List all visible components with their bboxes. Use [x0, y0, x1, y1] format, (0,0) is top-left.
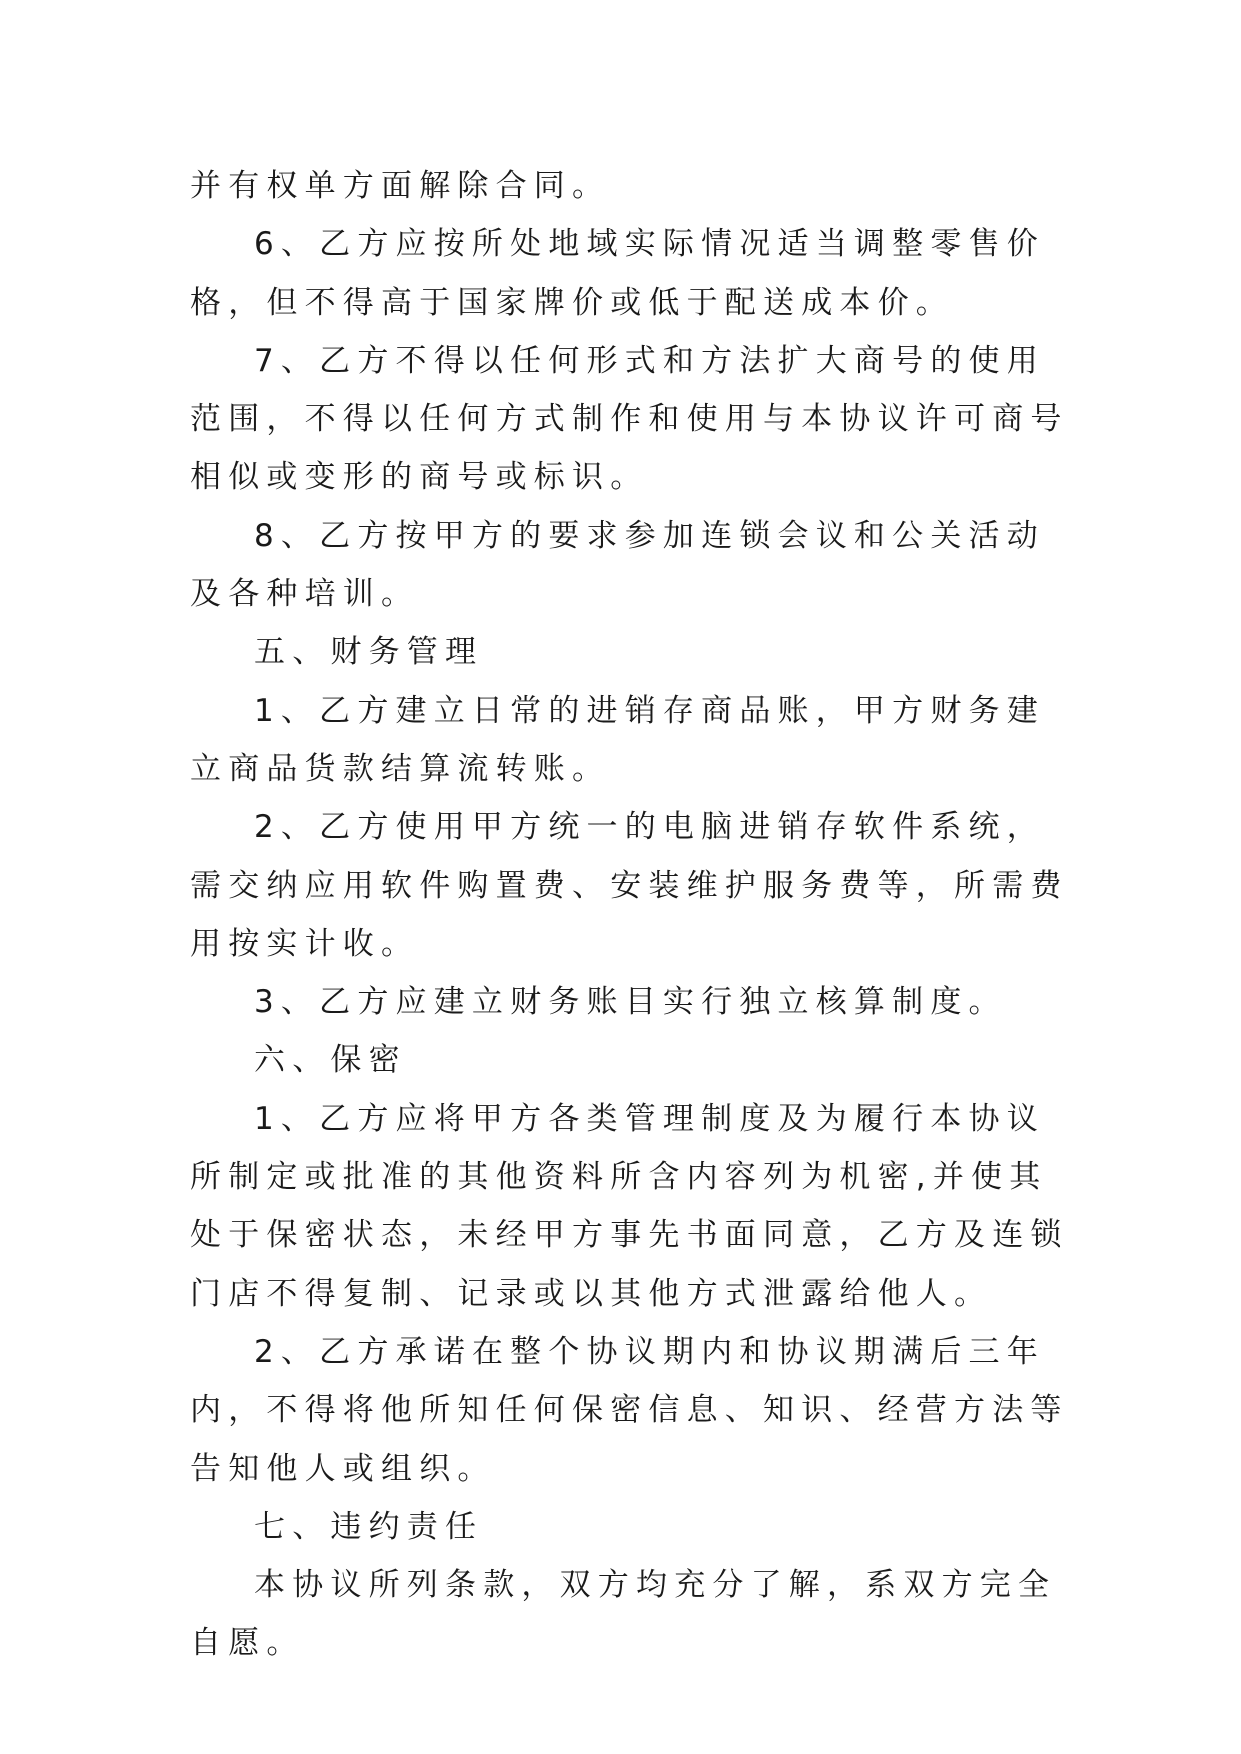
paragraph-finance-3-accounting: 3、乙方应建立财务账目实行独立核算制度。	[254, 984, 1007, 1021]
paragraph-finance-1-ledger: 1、乙方建立日常的进销存商品账，甲方财务建立商品货款结算流转账。	[190, 692, 1045, 787]
paragraph-clause-6-retail-price: 6、乙方应按所处地域实际情况适当调整零售价格，但不得高于国家牌价或低于配送成本价。	[190, 226, 1045, 321]
paragraph-clause-8-training: 8、乙方按甲方的要求参加连锁会议和公关活动及各种培训。	[190, 517, 1045, 613]
paragraph-liability-voluntary: 本协议所列条款，双方均充分了解，系双方完全自愿。	[190, 1567, 1057, 1662]
document-body	[190, 157, 1070, 1673]
paragraph-contract-termination: 并有权单方面解除合同。	[190, 168, 611, 204]
section-heading-finance: 五、财务管理	[254, 634, 484, 671]
paragraph-clause-7-trade-name: 7、乙方不得以任何形式和方法扩大商号的使用范围，不得以任何方式制作和使用与本协议许可商号相似或变形的商号或标识。	[190, 342, 1069, 496]
section-heading-liability: 七、违约责任	[254, 1508, 484, 1545]
paragraph-confidentiality-2: 2、乙方承诺在整个协议期内和协议期满后三年内，不得将他所知任何保密信息、知识、经营方法等告知他人或组织。	[190, 1333, 1069, 1487]
section-heading-confidentiality: 六、保密	[254, 1042, 407, 1079]
paragraph-finance-2-software: 2、乙方使用甲方统一的电脑进销存软件系统，需交纳应用软件购置费、安装维护服务费等，所需费用按实计收。	[190, 809, 1069, 962]
paragraph-confidentiality-1: 1、乙方应将甲方各类管理制度及为履行本协议所制定或批准的其他资料所含内容列为机密,并使其处于保密状态，未经甲方事先书面同意，乙方及连锁门店不得复制、记录或以其他方式泄露给他人。	[190, 1100, 1069, 1312]
